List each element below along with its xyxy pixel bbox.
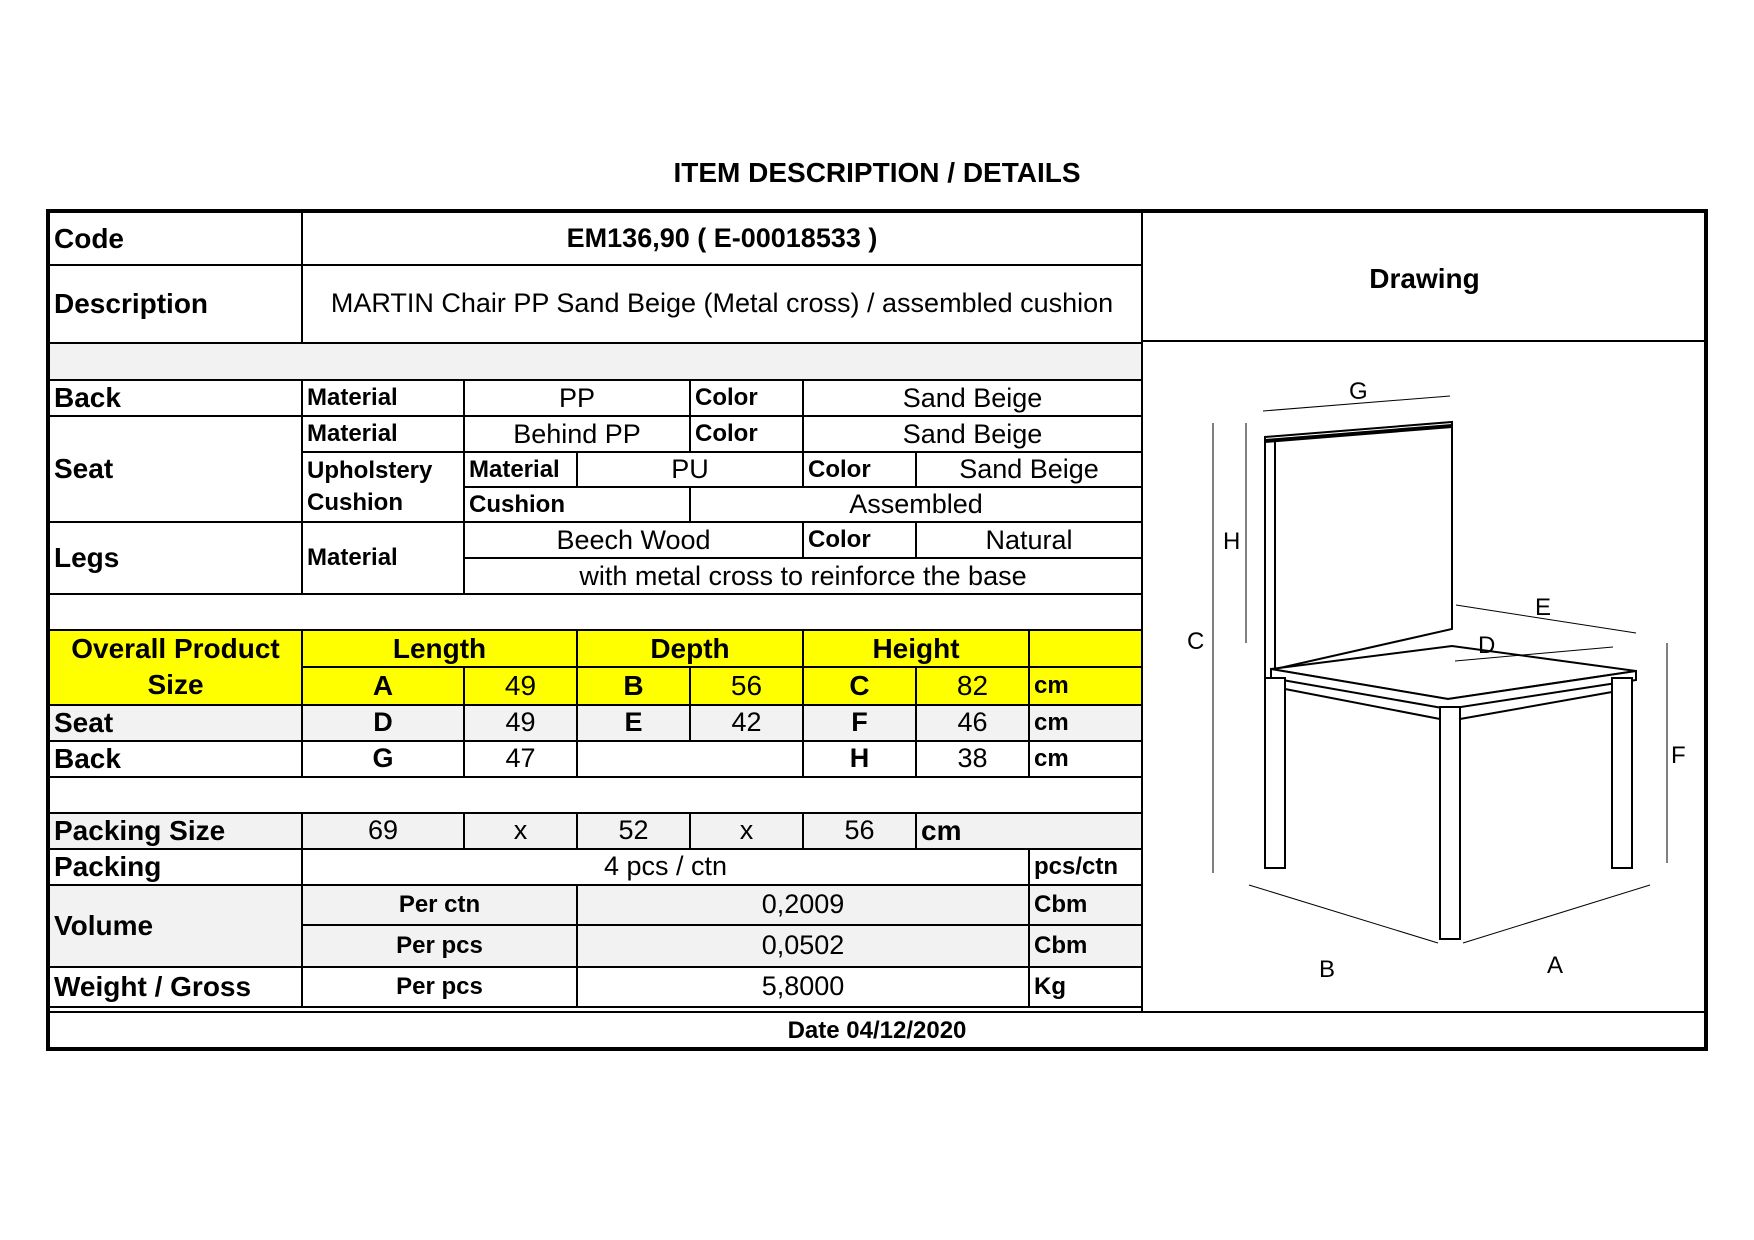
spacer-row-3 (49, 777, 1142, 813)
packing-size-label: Packing Size (49, 813, 302, 849)
depth-header: Depth (577, 630, 803, 667)
drawing-letter-e: E (1535, 594, 1552, 621)
upholstery-color-label: Color (803, 452, 916, 487)
dim-c-letter: C (803, 667, 916, 704)
packing-label: Packing (49, 849, 302, 885)
weight-label: Weight / Gross (49, 967, 302, 1007)
dim-e-value: 42 (690, 705, 803, 741)
dim-d-value: 49 (464, 705, 577, 741)
legs-label: Legs (49, 522, 302, 594)
back-material-label: Material (302, 380, 464, 416)
dim-h-value: 38 (916, 741, 1029, 777)
date-footer: Date 04/12/2020 (48, 1011, 1706, 1049)
packing-size-length: 69 (302, 813, 464, 849)
chair-drawing (1143, 343, 1708, 1011)
dim-a-value: 49 (464, 667, 577, 704)
overall-size-label-line1: Overall Product (71, 633, 280, 664)
seat-dims-label: Seat (49, 705, 302, 741)
chair-outline (1265, 422, 1636, 939)
length-header: Length (302, 630, 577, 667)
back-dims-blank (577, 741, 803, 777)
description-label: Description (49, 265, 302, 343)
weight-row (49, 967, 1142, 1007)
dim-h-letter: H (803, 741, 916, 777)
upholstery-material-label: Material (464, 452, 577, 487)
upholstery-color-value: Sand Beige (916, 452, 1142, 487)
drawing-letter-g: G (1349, 378, 1368, 405)
back-label: Back (49, 380, 302, 416)
overall-size-label-line2: Size (147, 669, 204, 701)
drawing-letter-f: F (1671, 742, 1686, 769)
overall-row-1 (49, 630, 1142, 667)
back-row (49, 380, 1142, 416)
cushion-label: Cushion (307, 489, 403, 516)
seat-label: Seat (49, 416, 302, 522)
volume-per-pcs-value: 0,0502 (577, 925, 1029, 967)
volume-per-ctn-unit: Cbm (1029, 885, 1142, 925)
dim-g-letter: G (302, 741, 464, 777)
seat-dims-unit: cm (1029, 705, 1142, 741)
packing-value: 4 pcs / ctn (302, 849, 1029, 885)
overall-unit: cm (1029, 667, 1142, 704)
packing-size-x1: x (464, 813, 577, 849)
code-row (49, 212, 1142, 265)
packing-size-height: 56 (803, 813, 916, 849)
packing-unit: pcs/ctn (1029, 849, 1142, 885)
drawing-header: Drawing (1141, 211, 1706, 342)
dim-f-value: 46 (916, 705, 1029, 741)
drawing-panel (1141, 343, 1706, 1011)
back-color-value: Sand Beige (803, 380, 1142, 416)
code-label: Code (49, 212, 302, 265)
upholstery-cushion-label (302, 452, 464, 522)
back-dims-row (49, 741, 1142, 777)
dim-g-value: 47 (464, 741, 577, 777)
upholstery-label: Upholstery (307, 456, 433, 484)
weight-per-label: Per pcs (302, 967, 577, 1007)
dim-b-letter: B (577, 667, 690, 704)
legs-note: with metal cross to reinforce the base (464, 558, 1142, 594)
height-header: Height (803, 630, 1029, 667)
seat-material-value: Behind PP (464, 416, 690, 452)
dim-e-letter: E (577, 705, 690, 741)
overall-size-label (49, 630, 302, 705)
legs-material-label: Material (302, 522, 464, 594)
weight-value: 5,8000 (577, 967, 1029, 1007)
drawing-letter-a: A (1547, 952, 1564, 979)
seat-color-value: Sand Beige (803, 416, 1142, 452)
volume-per-ctn-value: 0,2009 (577, 885, 1029, 925)
packing-size-x2: x (690, 813, 803, 849)
page-title: ITEM DESCRIPTION / DETAILS (673, 157, 1081, 188)
chair-back (1265, 422, 1452, 866)
spec-table (48, 211, 1143, 1008)
back-color-label: Color (690, 380, 803, 416)
seat-color-label: Color (690, 416, 803, 452)
dim-line-a (1463, 885, 1650, 943)
dim-f-letter: F (803, 705, 916, 741)
upholstery-cushion-value: Assembled (690, 487, 1142, 522)
chair-leg-front (1440, 707, 1460, 939)
packing-row (49, 849, 1142, 885)
dim-line-b (1249, 885, 1438, 943)
volume-row-1 (49, 885, 1142, 925)
back-dims-label: Back (49, 741, 302, 777)
seat-dims-row (49, 705, 1142, 741)
packing-size-unit: cm (916, 813, 1142, 849)
description-value: MARTIN Chair PP Sand Beige (Metal cross) / assembled cushion (302, 265, 1142, 343)
dim-a-letter: A (302, 667, 464, 704)
packing-size-width: 52 (577, 813, 690, 849)
legs-row-1 (49, 522, 1142, 558)
volume-label: Volume (49, 885, 302, 967)
seat-row-1 (49, 416, 1142, 452)
description-row (49, 265, 1142, 343)
drawing-letter-h: H (1223, 528, 1241, 555)
dim-b-value: 56 (690, 667, 803, 704)
overall-header-blank (1029, 630, 1142, 667)
spacer-row-2 (49, 594, 1142, 630)
drawing-letter-d: D (1478, 632, 1496, 659)
drawing-letter-b: B (1319, 956, 1336, 983)
dim-d-letter: D (302, 705, 464, 741)
legs-color-label: Color (803, 522, 916, 558)
volume-per-pcs-unit: Cbm (1029, 925, 1142, 967)
seat-material-label: Material (302, 416, 464, 452)
drawing-letter-c: C (1187, 628, 1205, 655)
weight-unit: Kg (1029, 967, 1142, 1007)
volume-per-ctn-label: Per ctn (302, 885, 577, 925)
legs-material-value: Beech Wood (464, 522, 803, 558)
legs-color-value: Natural (916, 522, 1142, 558)
upholstery-cushion-sublabel: Cushion (464, 487, 690, 522)
chair-leg-right (1612, 678, 1632, 868)
spacer-row (49, 343, 1142, 380)
volume-per-pcs-label: Per pcs (302, 925, 577, 967)
code-value: EM136,90 ( E-00018533 ) (302, 212, 1142, 265)
packing-size-row (49, 813, 1142, 849)
back-material-value: PP (464, 380, 690, 416)
upholstery-material-value: PU (577, 452, 803, 487)
dim-c-value: 82 (916, 667, 1029, 704)
chair-leg-back-left (1265, 678, 1285, 868)
back-dims-unit: cm (1029, 741, 1142, 777)
